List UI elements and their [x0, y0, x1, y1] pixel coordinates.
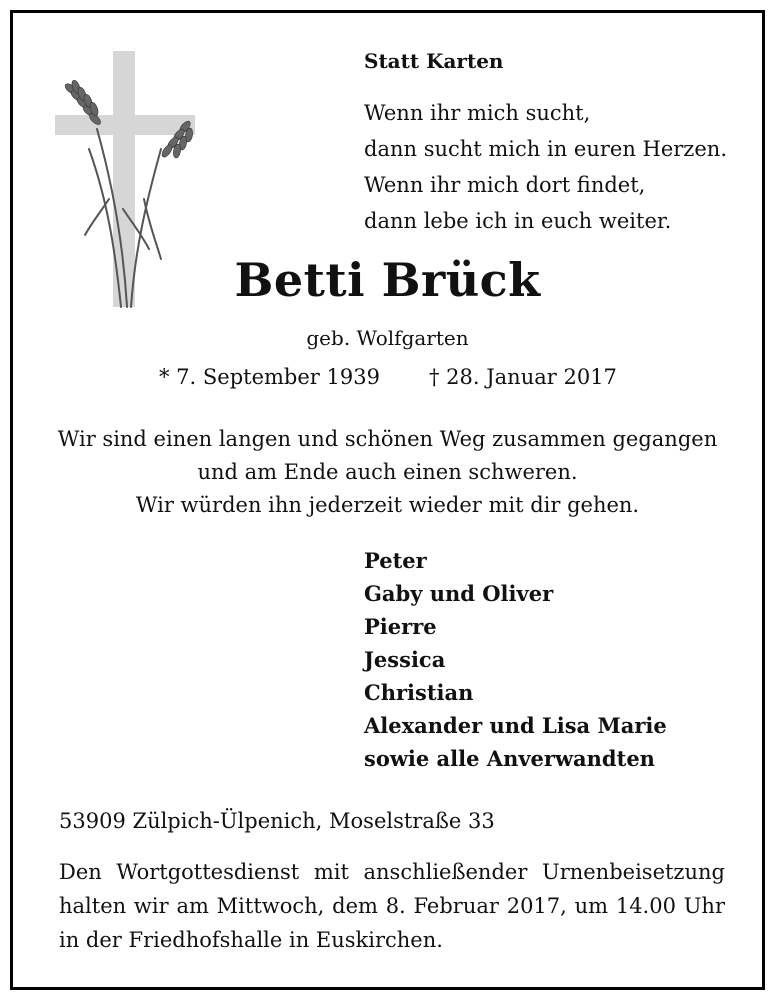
statt-karten-label: Statt Karten	[364, 49, 504, 73]
mourner-name: Gaby und Oliver	[364, 581, 554, 606]
mourner-name: Christian	[364, 680, 474, 705]
deceased-name: Betti Brück	[234, 253, 541, 307]
cross-horizontal-beam	[55, 115, 195, 135]
family-address: 53909 Zülpich-Ülpenich, Moselstraße 33	[59, 809, 495, 833]
quote-line: Wir sind einen langen und schönen Weg zusammen gegangen	[57, 427, 718, 451]
quote-line: Wir würden ihn jederzeit wieder mit dir gehen.	[135, 493, 640, 517]
memorial-quote	[13, 423, 762, 522]
mourner-name: Alexander und Lisa Marie	[364, 713, 667, 738]
poem-line: Wenn ihr mich dort findet,	[364, 173, 646, 197]
mourner-name: Pierre	[364, 614, 437, 639]
death-date: † 28. Januar 2017	[429, 365, 617, 389]
obituary-frame	[10, 10, 765, 990]
birth-date: * 7. September 1939	[159, 365, 380, 389]
mourner-name: sowie alle Anverwandten	[364, 746, 655, 771]
poem	[364, 95, 727, 239]
maiden-name: geb. Wolfgarten	[306, 326, 469, 350]
service-line: Den Wortgottesdienst mit anschließender Urnenbeisetzung	[59, 860, 725, 884]
mourner-name: Peter	[364, 548, 427, 573]
service-line: halten wir am Mittwoch, dem 8. Februar 2017, um 14.00 Uhr	[59, 894, 725, 918]
poem-line: dann lebe ich in euch weiter.	[364, 209, 672, 233]
service-line: in der Friedhofshalle in Euskirchen.	[59, 928, 443, 952]
poem-line: Wenn ihr mich sucht,	[364, 101, 591, 125]
mourners-list	[364, 544, 667, 775]
mourner-name: Jessica	[364, 647, 446, 672]
service-announcement	[59, 855, 725, 957]
quote-line: und am Ende auch einen schweren.	[197, 460, 578, 484]
poem-line: dann sucht mich in euren Herzen.	[364, 137, 727, 161]
